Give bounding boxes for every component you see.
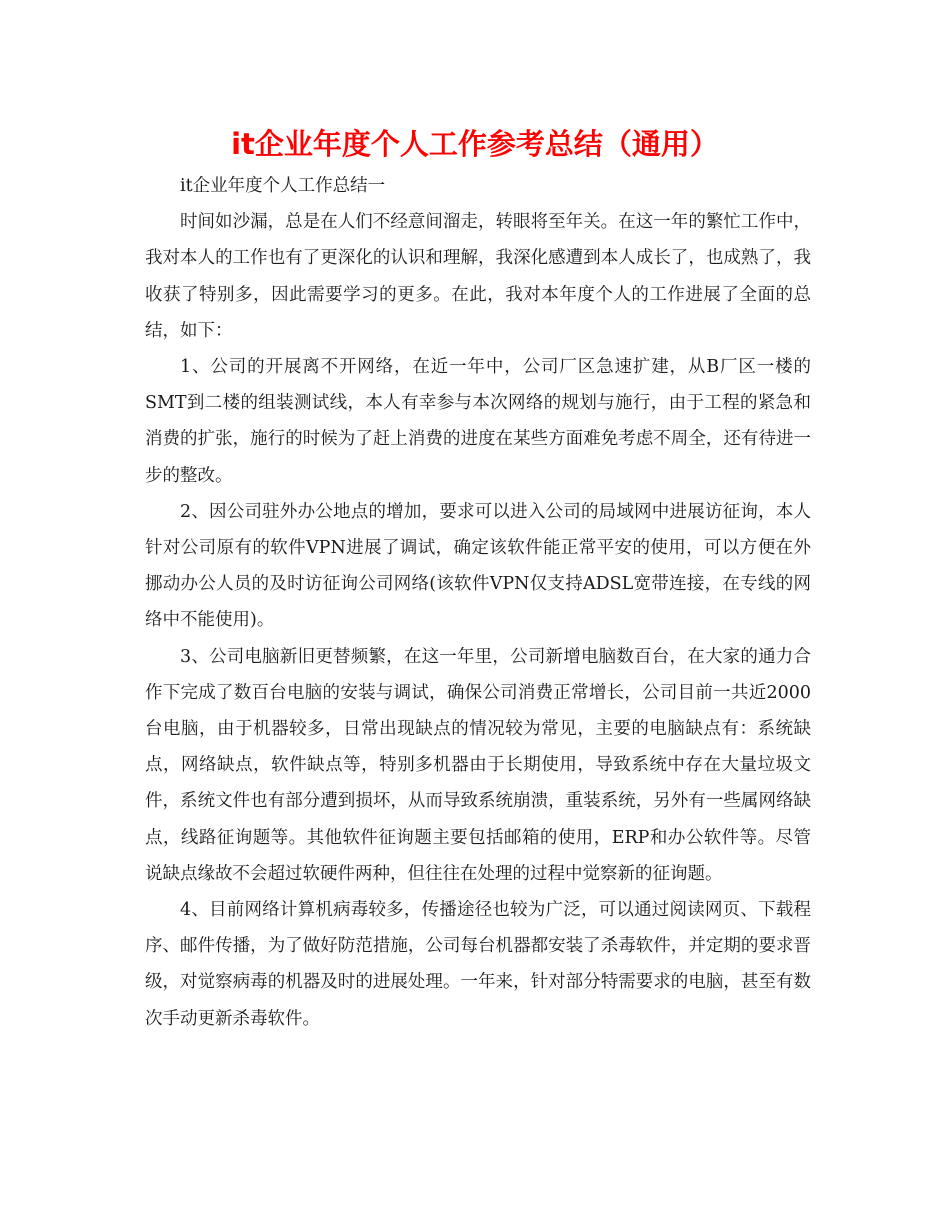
document-body [145,168,811,1037]
section-heading: it企业年度个人工作总结一 [180,176,386,196]
paragraph-intro: 时间如沙漏，总是在人们不经意间溜走，转眼将至年关。在这一年的繁忙工作中，我对本人的工作也有了更深化的认识和理解，我深化感遭到本人成长了，也成熟了，我收获了特别多，因此需要学习的更多。在此，我对本年度个人的工作进展了全面的总结，如下： [145,212,811,341]
document-title: it企业年度个人工作参考总结（通用） [231,127,719,161]
paragraph-item-4: 4、目前网络计算机病毒较多，传播途径也较为广泛，可以通过阅读网页、下载程序、邮件传播，为了做好防范措施，公司每台机器都安装了杀毒软件，并定期的要求晋级，对觉察病毒的机器及时的进展处理。一年来，针对部分特需要求的电脑，甚至有数次手动更新杀毒软件。 [145,900,811,1029]
paragraph-item-2: 2、因公司驻外办公地点的增加，要求可以进入公司的局域网中进展访征询，本人针对公司原有的软件VPN进展了调试，确定该软件能正常平安的使用，可以方便在外挪动办公人员的及时访征询公司网络(该软件VPN仅支持ADSL宽带连接，在专线的网络中不能使用)。 [145,501,811,631]
paragraph-item-3: 3、公司电脑新旧更替频繁，在这一年里，公司新增电脑数百台，在大家的通力合作下完成了数百台电脑的安装与调试，确保公司消费正常增长，公司目前一共近2000台电脑，由于机器较多，日常出现缺点的情况较为常见，主要的电脑缺点有：系统缺点，网络缺点，软件缺点等，特别多机器由于长期使用，导致系统中存在大量垃圾文件，系统文件也有部分遭到损坏，从而导致系统崩溃，重装系统，另外有一些属网络缺点，线路征询题等。其他软件征询题主要包括邮箱的使用，ERP和办公软件等。尽管说缺点缘故不会超过软硬件两种，但往往在处理的过程中觉察新的征询题。 [145,646,811,884]
paragraph-item-1: 1、公司的开展离不开网络，在近一年中，公司厂区急速扩建，从B厂区一楼的SMT到二楼的组装测试线，本人有幸参与本次网络的规划与施行，由于工程的紧急和消费的扩张，施行的时候为了赶上消费的进度在某些方面难免考虑不周全，还有待进一步的整改。 [145,357,811,486]
